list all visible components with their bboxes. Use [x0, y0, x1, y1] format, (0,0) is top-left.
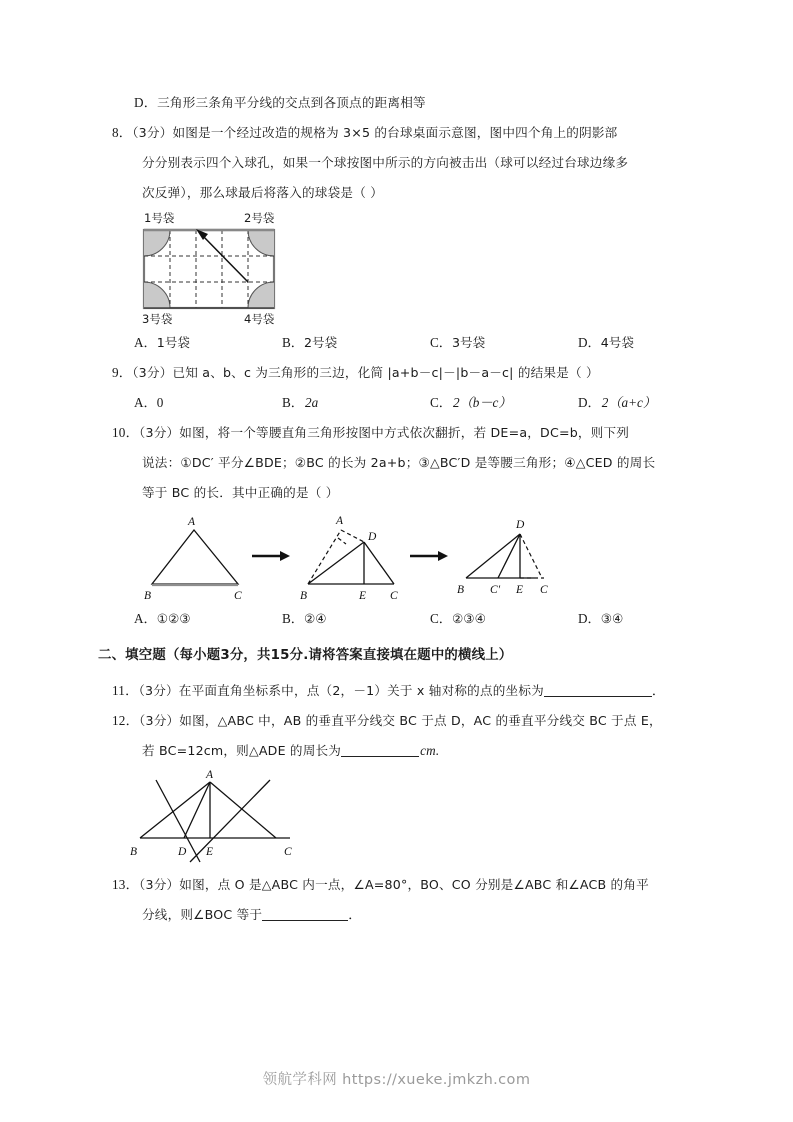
carryover-option-label: D． — [134, 95, 158, 110]
question-13-text-1: 如图，点 O 是△ABC 内一点，∠A=80°，BO、CO 分别是∠ABC 和∠ACB 的角平 — [179, 877, 649, 892]
question-10-line-1 — [112, 418, 692, 448]
question-11-line-1 — [112, 676, 692, 706]
question-8-option-c[interactable]: C．3号袋 — [430, 335, 486, 350]
question-9-text-1: 已知 a、b、c 为三角形的三边，化简 |a+b－c|－|b－a－c| 的结果是（ ） — [172, 365, 599, 380]
fold-stage1-label-a: A — [188, 516, 196, 528]
question-13-number: 13． — [112, 877, 139, 892]
fold-arrow-2 — [410, 551, 448, 561]
fold-stage3-label-e: E — [516, 584, 524, 596]
pocket-label-1: 1号袋 — [144, 211, 175, 225]
question-9-number: 9． — [112, 365, 133, 380]
question-8-line-2 — [112, 148, 692, 178]
question-12-line-2 — [112, 736, 692, 766]
question-10-number: 10． — [112, 425, 139, 440]
bisector-label-a: A — [206, 769, 214, 781]
bisector-triangle-body — [140, 780, 290, 862]
bisector-label-d: D — [178, 846, 187, 858]
billiard-table-body — [144, 229, 274, 308]
question-12-trailing: cm. — [420, 743, 440, 758]
fold-stage3-label-c: C — [540, 584, 548, 596]
question-12-text-1: 如图，△ABC 中，AB 的垂直平分线交 BC 于点 D，AC 的垂直平分线交 BC 于点 E， — [179, 713, 662, 728]
pocket-label-4: 4号袋 — [244, 312, 275, 326]
question-11-trailing: ． — [651, 683, 666, 698]
question-8-option-a[interactable]: A．1号袋 — [134, 335, 190, 350]
question-8-line-1 — [112, 118, 692, 148]
question-9-option-c[interactable]: C．2（b－c） — [430, 395, 512, 410]
question-9-option-a[interactable]: A．0 — [134, 395, 164, 410]
question-11-score: （3分） — [138, 683, 179, 698]
section-two-heading: 二、填空题（每小题3分，共15分.请将答案直接填在题中的横线上） — [98, 648, 513, 663]
fold-stage-3 — [466, 534, 544, 578]
question-10-option-c[interactable]: C．②③④ — [430, 611, 486, 626]
footer-site-name: 领航学科网 — [262, 1072, 338, 1088]
question-8-number: 8． — [112, 125, 133, 140]
fold-stage2-label-b: B — [300, 590, 308, 602]
question-13-answer-blank[interactable] — [262, 920, 348, 921]
bisector-label-b: B — [130, 846, 138, 858]
pocket-label-2: 2号袋 — [244, 211, 275, 225]
question-9-option-b[interactable]: B．2a — [282, 395, 319, 410]
bisector-triangle-figure — [112, 766, 692, 870]
question-12-text-2: 若 BC=12cm，则△ADE 的周长为 — [142, 743, 342, 758]
question-10-options — [112, 604, 692, 634]
question-11-number: 11． — [112, 683, 139, 698]
question-9-line-1 — [112, 358, 692, 388]
fold-triangles-figure — [112, 508, 692, 604]
bisector-label-c: C — [284, 846, 292, 858]
footer-watermark — [0, 1068, 793, 1089]
fold-stage1-label-c: C — [234, 590, 242, 602]
question-8-line-3 — [112, 178, 692, 208]
question-13-score: （3分） — [138, 877, 180, 892]
question-8-text-2: 分分别表示四个入球孔，如果一个球按图中所示的方向被击出（球可以经过台球边缘多 — [142, 155, 629, 170]
question-10-option-d[interactable]: D．③④ — [578, 611, 624, 626]
question-8-text-3: 次反弹），那么球最后将落入的球袋是（ ） — [142, 185, 383, 200]
question-11-text-1: 在平面直角坐标系中，点（2，－1）关于 x 轴对称的点的坐标为 — [178, 683, 544, 698]
question-12-line-1 — [112, 706, 692, 736]
question-10-option-b[interactable]: B．②④ — [282, 611, 327, 626]
question-8-score: （3分） — [132, 125, 173, 140]
question-8-options — [112, 328, 692, 358]
carryover-option-text: 三角形三条角平分线的交点到各顶点的距离相等 — [157, 95, 426, 110]
question-8-text-1: 如图是一个经过改造的规格为 3×5 的台球桌面示意图，图中四个角上的阴影部 — [172, 125, 618, 140]
fold-stage2-label-e: E — [359, 590, 367, 602]
question-9-score: （3分） — [132, 365, 173, 380]
question-9-options — [112, 388, 692, 418]
question-10-score: （3分） — [138, 425, 180, 440]
question-13-line-1 — [112, 870, 692, 900]
fold-stage-1 — [152, 530, 238, 585]
page-content — [98, 88, 692, 930]
carryover-option-d — [112, 88, 692, 118]
fold-stage1-label-b: B — [144, 590, 152, 602]
fold-arrow-1 — [252, 551, 290, 561]
question-10-line-2 — [112, 448, 692, 478]
question-13-text-2: 分线，则∠BOC 等于 — [142, 907, 263, 922]
question-8-option-d[interactable]: D．4号袋 — [578, 335, 634, 350]
question-10-option-a[interactable]: A．①②③ — [134, 611, 191, 626]
fold-stage3-label-cprime: C′ — [490, 584, 501, 596]
question-12-answer-blank[interactable] — [341, 756, 419, 757]
question-12-score: （3分） — [138, 713, 180, 728]
question-13-trailing: ． — [348, 907, 362, 922]
question-10-line-3 — [112, 478, 692, 508]
question-8-option-b[interactable]: B．2号袋 — [282, 335, 338, 350]
bisector-label-e: E — [206, 846, 214, 858]
fold-stage2-label-d: D — [368, 531, 377, 543]
question-13-line-2 — [112, 900, 692, 930]
question-11-answer-blank[interactable] — [544, 696, 652, 697]
question-12-number: 12． — [112, 713, 139, 728]
fold-stage-2 — [308, 530, 394, 584]
billiard-table-figure — [112, 208, 692, 328]
question-9-option-d[interactable]: D．2（a+c） — [578, 395, 657, 410]
fold-stage3-label-d: D — [516, 519, 525, 531]
pocket-label-3: 3号袋 — [142, 312, 173, 326]
question-10-text-1: 如图，将一个等腰直角三角形按图中方式依次翻折，若 DE=a，DC=b，则下列 — [179, 425, 630, 440]
fold-stage2-label-a: A — [336, 515, 344, 527]
question-10-text-3: 等于 BC 的长．其中正确的是（ ） — [142, 485, 339, 500]
footer-url: https://xueke.jmkzh.com — [342, 1072, 531, 1088]
fold-stage2-label-c: C — [390, 590, 398, 602]
fold-stage3-label-b: B — [457, 584, 465, 596]
question-10-text-2: 说法：①DC′ 平分∠BDE；②BC 的长为 2a+b；③△BC′D 是等腰三角形；④△CED 的周长 — [142, 455, 656, 470]
